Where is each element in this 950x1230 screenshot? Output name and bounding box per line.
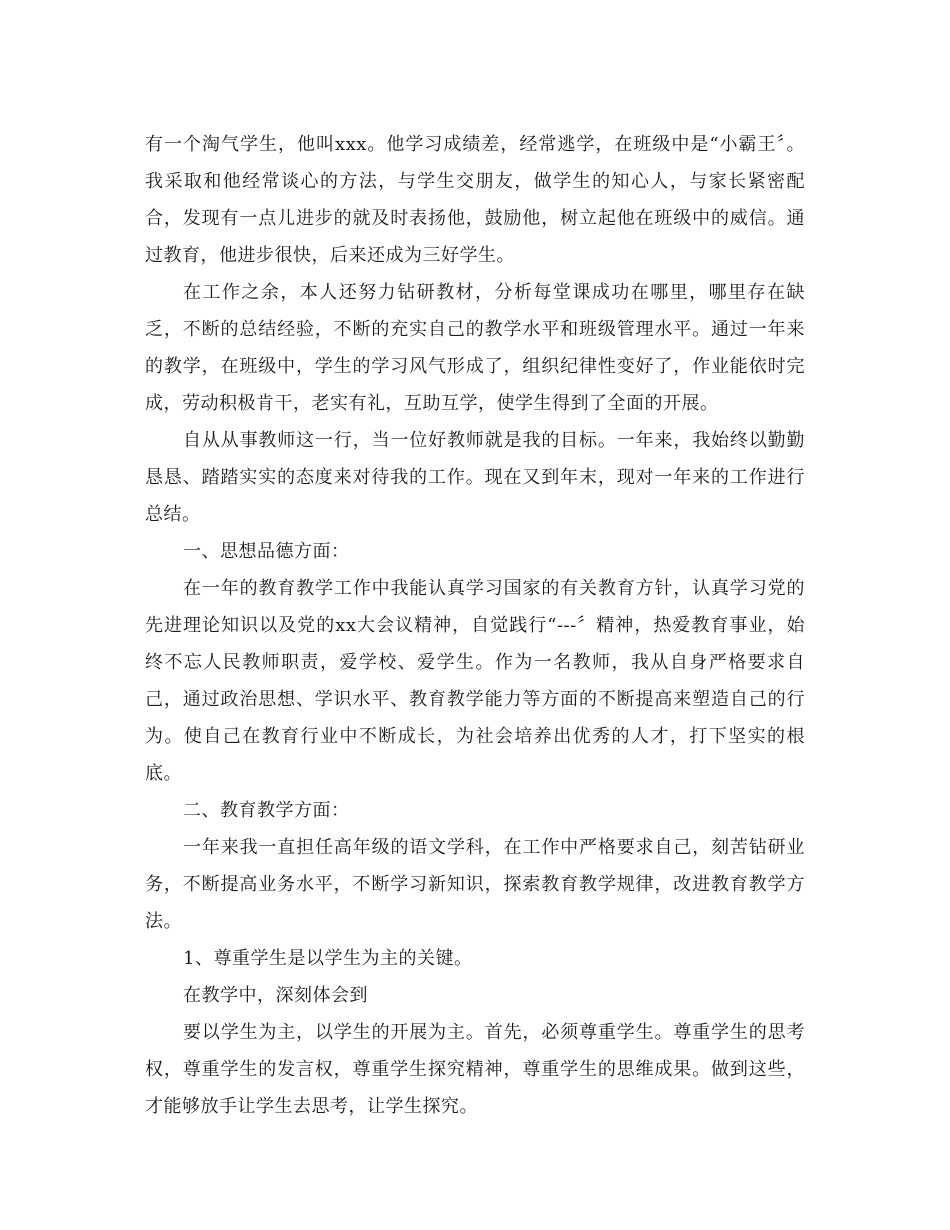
paragraph: 一年来我一直担任高年级的语文学科，在工作中严格要求自己，刻苦钻研业务，不断提高业务水平，不断学习新知识，探索教育教学规律，改进教育教学方法。: [145, 837, 805, 932]
section-heading: 一、思想品德方面：: [183, 541, 350, 562]
document-body: [145, 126, 805, 1125]
paragraph: 自从从事教师这一行，当一位好教师就是我的目标。一年来，我始终以勤勤恳恳、踏踏实实的态度来对待我的工作。现在又到年末，现对一年来的工作进行总结。: [145, 430, 805, 525]
subsection-heading: 1、尊重学生是以学生为主的关键。: [183, 948, 473, 969]
section-heading: 二、教育教学方面：: [183, 800, 350, 821]
paragraph: 有一个淘气学生，他叫xxx。他学习成绩差，经常逃学，在班级中是“小霸王〞。我采取和他经常谈心的方法，与学生交朋友，做学生的知心人，与家长紧密配合，发现有一点儿进步的就及时表扬他，鼓励他，树立起他在班级中的威信。通过教育，他进步很快，后来还成为三好学生。: [145, 134, 805, 266]
paragraph: 在教学中，深刻体会到: [183, 985, 368, 1006]
paragraph: 在一年的教育教学工作中我能认真学习国家的有关教育方针，认真学习党的先进理论知识以及党的xx大会议精神，自觉践行“---〞精神，热爱教育事业，始终不忘人民教师职责，爱学校、爱学生。作为一名教师，我从自身严格要求自己，通过政治思想、学识水平、教育教学能力等方面的不断提高来塑造自己的行为。使自己在教育行业中不断成长，为社会培养出优秀的人才，打下坚实的根底。: [145, 578, 805, 784]
paragraph: 在工作之余，本人还努力钻研教材，分析每堂课成功在哪里，哪里存在缺乏，不断的总结经验，不断的充实自己的教学水平和班级管理水平。通过一年来的教学，在班级中，学生的学习风气形成了，组织纪律性变好了，作业能依时完成，劳动积极肯干，老实有礼，互助互学，使学生得到了全面的开展。: [145, 282, 805, 414]
paragraph: 要以学生为主，以学生的开展为主。首先，必须尊重学生。尊重学生的思考权，尊重学生的发言权，尊重学生探究精神，尊重学生的思维成果。做到这些，才能够放手让学生去思考，让学生探究。: [145, 1022, 805, 1117]
